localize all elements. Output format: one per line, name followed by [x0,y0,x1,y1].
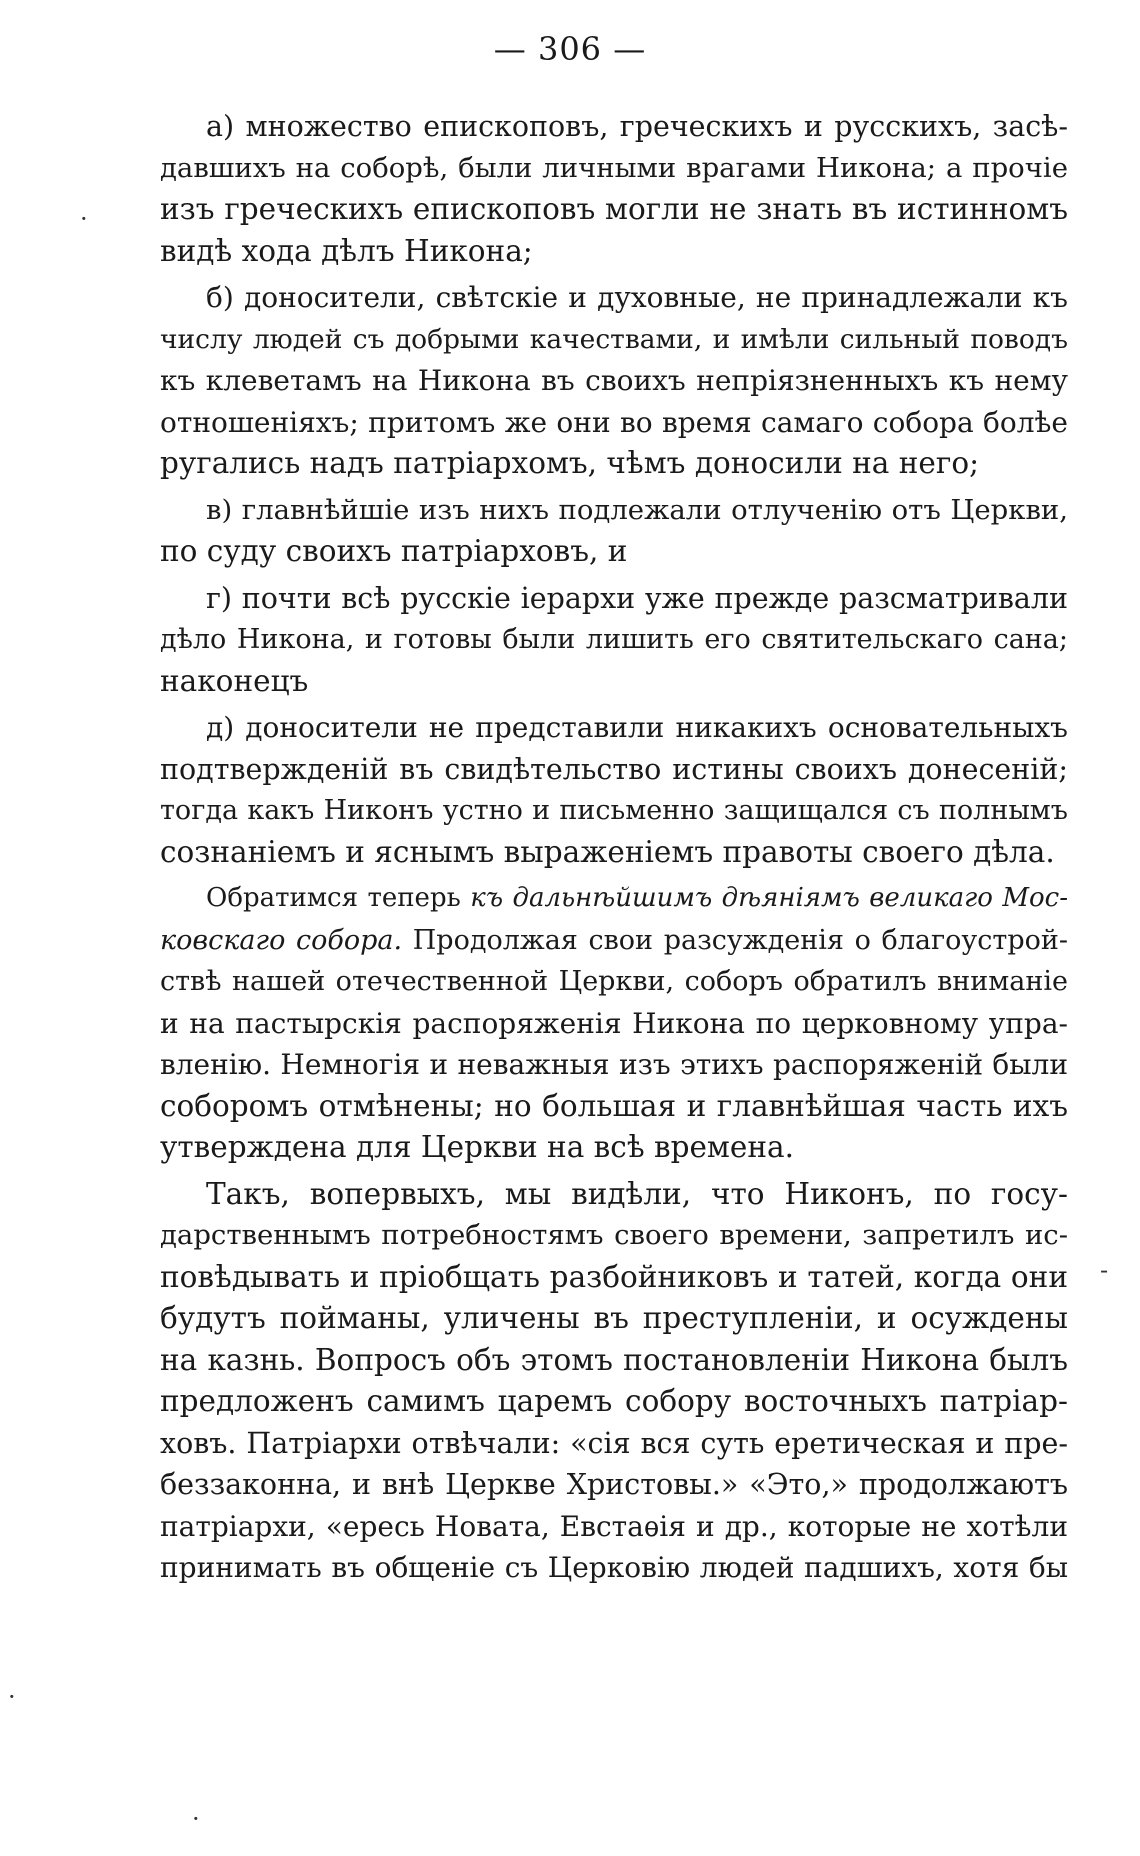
margin-speck: · [192,1805,200,1833]
italic-phrase: къ дальнѣйшимъ дѣяніямъ великаго Мос- [470,883,1068,913]
italic-phrase: ковскаго собора. [160,924,403,956]
text-line: соборомъ отмѣнены; но большая и главнѣйшая часть ихъ [160,1088,1068,1123]
text-line: тогда какъ Никонъ устно и письменно защищался съ полнымъ [160,795,1068,826]
text-line [160,920,1068,962]
paragraph-g [160,578,1068,703]
text-line: д) доносители не представили никакихъ основательныхъ [206,711,1068,744]
text-line: ховъ. Патріархи отвѣчали: «сія вся суть еретическая и пре- [160,1426,1068,1460]
text-line: наконецъ [160,663,309,698]
text-line: а) множество епископовъ, греческихъ и русскихъ, засѣ- [206,110,1068,143]
paragraph-firstly [160,1174,1068,1589]
text-line: и на пастырскія распоряженія Никона по церковному упра- [160,1006,1068,1040]
text-line: будутъ пойманы, уличены въ преступленіи, и осуждены [160,1301,1068,1335]
text-line: сознаніемъ и яснымъ выраженіемъ правоты своего дѣла. [160,834,1055,869]
text-line: по суду своихъ патріарховъ, и [160,534,628,568]
text-line: изъ греческихъ епископовъ могли не знать въ истинномъ [160,192,1068,226]
text-line: ругались надъ патріархомъ, чѣмъ доносили на него; [160,446,980,480]
text-line: дарственнымъ потребностямъ своего времени, запретилъ ис- [160,1219,1068,1251]
text-line: отношеніяхъ; притомъ же они во время самаго собора болѣе [160,405,1068,439]
paragraph-moscow-council [160,878,1068,1169]
text-run: Продолжая свои разсужденія о благоустрой- [402,924,1068,956]
text-line: вленію. Немногія и неважныя изъ этихъ распоряженій были [160,1048,1068,1081]
text-line: в) главнѣйшіе изъ нихъ подлежали отлученію отъ Церкви, [206,493,1068,526]
text-line: г) почти всѣ русскіе іерархи уже прежде разсматривали [206,581,1068,615]
text-line: видѣ хода дѣлъ Никона; [160,233,533,268]
text-line [160,878,1068,920]
text-line: ствѣ нашей отечественной Церкви, соборъ обратилъ вниманіе [160,966,1068,997]
page-number: — 306 — [493,30,647,68]
text-line: дѣло Никона, и готовы были лишить его святительскаго сана; [160,624,1068,655]
text-line: давшихъ на соборѣ, были личными врагами Никона; а прочіе [160,151,1068,184]
margin-speck: · [80,205,88,233]
body-text [160,106,1068,1594]
margin-speck: · [8,1683,16,1711]
text-line: утверждена для Церкви на всѣ времена. [160,1130,794,1164]
text-line: на казнь. Вопросъ объ этомъ постановленіи Никона былъ [160,1342,1068,1377]
text-line: принимать въ общеніе съ Церковію людей падшихъ, хотя бы [160,1551,1068,1584]
text-line: числу людей съ добрыми качествами, и имѣли сильный поводъ [160,323,1068,355]
text-line: предложенъ самимъ царемъ собору восточныхъ патріар- [160,1384,1068,1418]
text-line: патріархи, «ересь Новата, Евстаѳія и др., которые не хотѣли [160,1509,1068,1543]
text-line: повѣдывать и пріобщать разбойниковъ и татей, когда они [160,1259,1068,1294]
text-line: къ клеветамъ на Никона въ своихъ непріязненныхъ къ нему [160,364,1068,397]
paragraph-d [160,707,1068,873]
text-line: Такъ, вопервыхъ, мы видѣли, что Никонъ, по госу- [206,1176,1068,1211]
text-line: б) доносители, свѣтскіе и духовные, не принадлежали къ [206,281,1068,314]
text-line: подтвержденій въ свидѣтельство истины своихъ донесеній; [160,752,1068,786]
paragraph-v [160,490,1068,573]
paragraph-b [160,277,1068,485]
paragraph-a [160,106,1068,272]
text-run: Обратимся теперь [206,883,471,913]
margin-speck: - [1100,1256,1109,1284]
text-line: беззаконна, и внѣ Церкве Христовы.» «Это,» продолжаютъ [160,1468,1068,1501]
